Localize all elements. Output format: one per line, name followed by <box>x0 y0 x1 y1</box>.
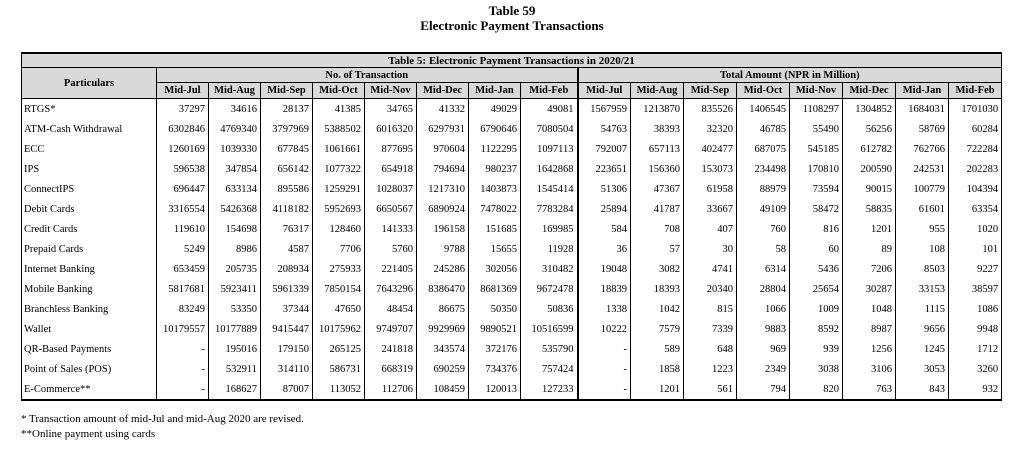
transaction-count-cell: 6890924 <box>417 199 469 219</box>
transaction-count-cell: 9929969 <box>417 319 469 339</box>
transaction-count-cell: 6297931 <box>417 119 469 139</box>
transaction-count-cell: 196158 <box>417 219 469 239</box>
amount-cell: 60 <box>790 239 843 259</box>
transaction-count-cell: 49081 <box>521 99 578 120</box>
amount-cell: 648 <box>684 339 737 359</box>
table-row <box>22 339 1002 359</box>
amount-cell: 1213870 <box>631 99 684 120</box>
transaction-count-cell: 5923411 <box>209 279 261 299</box>
amount-cell: 820 <box>790 379 843 400</box>
amount-cell: 104394 <box>949 179 1002 199</box>
amount-cell: 932 <box>949 379 1002 400</box>
transaction-count-cell: 4118182 <box>261 199 313 219</box>
transaction-count-cell: 10516599 <box>521 319 578 339</box>
transaction-count-cell: 877695 <box>365 139 417 159</box>
transaction-count-cell: 633134 <box>209 179 261 199</box>
amount-cell: 1066 <box>737 299 790 319</box>
transaction-count-cell: 7643296 <box>365 279 417 299</box>
amount-cell: 3053 <box>896 359 949 379</box>
transaction-count-cell: 532911 <box>209 359 261 379</box>
transaction-count-cell: 49029 <box>469 99 521 120</box>
transaction-count-cell: 112706 <box>365 379 417 400</box>
transaction-count-cell: 208934 <box>261 259 313 279</box>
tx-month-header: Mid-Sep <box>261 83 313 99</box>
transaction-count-cell: 596538 <box>157 159 209 179</box>
amount-cell: 25654 <box>790 279 843 299</box>
row-label: E-Commerce** <box>22 379 157 400</box>
transaction-count-cell: 10175962 <box>313 319 365 339</box>
amount-cell: 402477 <box>684 139 737 159</box>
row-label: IPS <box>22 159 157 179</box>
amount-cell: 41787 <box>631 199 684 219</box>
amount-cell: 584 <box>578 219 631 239</box>
amount-cell: 762766 <box>896 139 949 159</box>
amount-cell: 1201 <box>843 219 896 239</box>
transaction-count-cell: 1122295 <box>469 139 521 159</box>
amount-cell: 835526 <box>684 99 737 120</box>
amount-cell: 687075 <box>737 139 790 159</box>
transaction-count-cell: 1077322 <box>313 159 365 179</box>
transaction-count-cell: 1642868 <box>521 159 578 179</box>
amount-cell: 100779 <box>896 179 949 199</box>
transaction-count-cell: 9890521 <box>469 319 521 339</box>
transaction-count-cell: 7850154 <box>313 279 365 299</box>
amount-cell: 49109 <box>737 199 790 219</box>
transaction-count-cell: 314110 <box>261 359 313 379</box>
tx-month-header: Mid-Feb <box>521 83 578 99</box>
amount-cell: 722284 <box>949 139 1002 159</box>
amount-cell: 38393 <box>631 119 684 139</box>
amount-cell: - <box>578 359 631 379</box>
transaction-count-cell: 347854 <box>209 159 261 179</box>
transaction-count-cell: 4587 <box>261 239 313 259</box>
amount-cell: 8592 <box>790 319 843 339</box>
amount-cell: 234498 <box>737 159 790 179</box>
table-row <box>22 359 1002 379</box>
transaction-count-cell: 241818 <box>365 339 417 359</box>
transactions-group-header: No. of Transaction <box>157 68 578 83</box>
amount-cell: 1858 <box>631 359 684 379</box>
transaction-count-cell: - <box>157 359 209 379</box>
transaction-count-cell: 168627 <box>209 379 261 400</box>
transaction-count-cell: 5249 <box>157 239 209 259</box>
amount-cell: 1256 <box>843 339 896 359</box>
transaction-count-cell: 586731 <box>313 359 365 379</box>
amount-cell: 4741 <box>684 259 737 279</box>
transaction-count-cell: 7783284 <box>521 199 578 219</box>
tx-month-header: Mid-Jul <box>157 83 209 99</box>
transaction-count-cell: 343574 <box>417 339 469 359</box>
table-title-block <box>0 3 1024 33</box>
transaction-count-cell: 8681369 <box>469 279 521 299</box>
table-row <box>22 119 1002 139</box>
amount-cell: 7339 <box>684 319 737 339</box>
transaction-count-cell: 47650 <box>313 299 365 319</box>
amt-month-header: Mid-Oct <box>737 83 790 99</box>
amount-cell: 612782 <box>843 139 896 159</box>
transaction-count-cell: 48454 <box>365 299 417 319</box>
transaction-count-cell: 28137 <box>261 99 313 120</box>
transaction-count-cell: 8386470 <box>417 279 469 299</box>
transaction-count-cell: 3316554 <box>157 199 209 219</box>
transaction-count-cell: 5961339 <box>261 279 313 299</box>
transaction-count-cell: 734376 <box>469 359 521 379</box>
table-body <box>22 99 1002 401</box>
amount-cell: 101 <box>949 239 1002 259</box>
amount-cell: 9656 <box>896 319 949 339</box>
amount-cell: 242531 <box>896 159 949 179</box>
amount-cell: 5436 <box>790 259 843 279</box>
amount-cell: 1684031 <box>896 99 949 120</box>
transaction-count-cell: 86675 <box>417 299 469 319</box>
amount-cell: 1115 <box>896 299 949 319</box>
transaction-count-cell: 11928 <box>521 239 578 259</box>
row-label: ECC <box>22 139 157 159</box>
amount-cell: - <box>578 379 631 400</box>
tx-month-header: Mid-Nov <box>365 83 417 99</box>
transaction-count-cell: 4769340 <box>209 119 261 139</box>
amount-cell: 57 <box>631 239 684 259</box>
transaction-count-cell: 83249 <box>157 299 209 319</box>
transaction-count-cell: 653459 <box>157 259 209 279</box>
transaction-count-cell: 535790 <box>521 339 578 359</box>
transaction-count-cell: 3797969 <box>261 119 313 139</box>
transaction-count-cell: 690259 <box>417 359 469 379</box>
row-label: Internet Banking <box>22 259 157 279</box>
transaction-count-cell: 1217310 <box>417 179 469 199</box>
transaction-count-cell: 128460 <box>313 219 365 239</box>
transaction-count-cell: 654918 <box>365 159 417 179</box>
transaction-count-cell: 37344 <box>261 299 313 319</box>
amount-cell: 36 <box>578 239 631 259</box>
tx-month-header: Mid-Dec <box>417 83 469 99</box>
transaction-count-cell: 668319 <box>365 359 417 379</box>
transaction-count-cell: 127233 <box>521 379 578 400</box>
table-row <box>22 379 1002 400</box>
row-label: Wallet <box>22 319 157 339</box>
transaction-count-cell: 1259291 <box>313 179 365 199</box>
payments-table <box>21 52 1002 401</box>
transaction-count-cell: 794694 <box>417 159 469 179</box>
transaction-count-cell: 9788 <box>417 239 469 259</box>
transaction-count-cell: 980237 <box>469 159 521 179</box>
amount-cell: 20340 <box>684 279 737 299</box>
amt-month-header: Mid-Sep <box>684 83 737 99</box>
table-row <box>22 199 1002 219</box>
transaction-count-cell: 1061661 <box>313 139 365 159</box>
transaction-count-cell: 205735 <box>209 259 261 279</box>
amount-cell: 46785 <box>737 119 790 139</box>
transaction-count-cell: - <box>157 379 209 400</box>
amount-cell: 54763 <box>578 119 631 139</box>
amount-cell: 61958 <box>684 179 737 199</box>
amount-cell: 1223 <box>684 359 737 379</box>
transaction-count-cell: 154698 <box>209 219 261 239</box>
transaction-count-cell: 6790646 <box>469 119 521 139</box>
amount-cell: 58769 <box>896 119 949 139</box>
amount-cell: 28804 <box>737 279 790 299</box>
transaction-count-cell: 120013 <box>469 379 521 400</box>
amount-cell: 58472 <box>790 199 843 219</box>
tx-month-header: Mid-Aug <box>209 83 261 99</box>
amount-cell: 760 <box>737 219 790 239</box>
transaction-count-cell: 8986 <box>209 239 261 259</box>
transaction-count-cell: 1039330 <box>209 139 261 159</box>
table-row <box>22 219 1002 239</box>
amount-cell: 1406545 <box>737 99 790 120</box>
amount-cell: 32320 <box>684 119 737 139</box>
amount-cell: 815 <box>684 299 737 319</box>
table-row <box>22 299 1002 319</box>
transaction-count-cell: - <box>157 339 209 359</box>
transaction-count-cell: 1545414 <box>521 179 578 199</box>
transaction-count-cell: 41332 <box>417 99 469 120</box>
transaction-count-cell: 7706 <box>313 239 365 259</box>
amount-cell: 843 <box>896 379 949 400</box>
transaction-count-cell: 34616 <box>209 99 261 120</box>
amount-cell: 1701030 <box>949 99 1002 120</box>
amount-cell: 939 <box>790 339 843 359</box>
amount-cell: 1108297 <box>790 99 843 120</box>
amount-cell: 816 <box>790 219 843 239</box>
amount-cell: 58 <box>737 239 790 259</box>
amount-cell: 7206 <box>843 259 896 279</box>
particulars-header: Particulars <box>22 68 157 99</box>
transaction-count-cell: 50350 <box>469 299 521 319</box>
tx-month-header: Mid-Jan <box>469 83 521 99</box>
transaction-count-cell: 9415447 <box>261 319 313 339</box>
amt-month-header: Mid-Feb <box>949 83 1002 99</box>
transaction-count-cell: 310482 <box>521 259 578 279</box>
amount-cell: 30 <box>684 239 737 259</box>
amt-month-header: Mid-Dec <box>843 83 896 99</box>
amount-cell: 9227 <box>949 259 1002 279</box>
amt-month-header: Mid-Jul <box>578 83 631 99</box>
transaction-count-cell: 5952693 <box>313 199 365 219</box>
transaction-count-cell: 41385 <box>313 99 365 120</box>
transaction-count-cell: 6016320 <box>365 119 417 139</box>
row-label: Mobile Banking <box>22 279 157 299</box>
transaction-count-cell: 9672478 <box>521 279 578 299</box>
amount-cell: 33153 <box>896 279 949 299</box>
amount-cell: 51306 <box>578 179 631 199</box>
row-label: Point of Sales (POS) <box>22 359 157 379</box>
amount-cell: 47367 <box>631 179 684 199</box>
amount-cell: 657113 <box>631 139 684 159</box>
amount-cell: 1245 <box>896 339 949 359</box>
amount-cell: 19048 <box>578 259 631 279</box>
amount-cell: 1086 <box>949 299 1002 319</box>
amount-cell: 794 <box>737 379 790 400</box>
amount-cell: 89 <box>843 239 896 259</box>
transaction-count-cell: 5388502 <box>313 119 365 139</box>
amount-cell: 1009 <box>790 299 843 319</box>
table-row <box>22 99 1002 120</box>
transaction-count-cell: 302056 <box>469 259 521 279</box>
table-row <box>22 259 1002 279</box>
transaction-count-cell: 179150 <box>261 339 313 359</box>
row-label: RTGS* <box>22 99 157 120</box>
table-title: Electronic Payment Transactions <box>420 18 604 33</box>
row-label: QR-Based Payments <box>22 339 157 359</box>
transaction-count-cell: 677845 <box>261 139 313 159</box>
footnote-online: **Online payment using cards <box>21 428 156 440</box>
amount-cell: 7579 <box>631 319 684 339</box>
transaction-count-cell: 275933 <box>313 259 365 279</box>
transaction-count-cell: 1403873 <box>469 179 521 199</box>
amount-cell: 60284 <box>949 119 1002 139</box>
table-caption: Table 5: Electronic Payment Transactions in 2020/21 <box>22 53 1002 68</box>
amount-cell: 9948 <box>949 319 1002 339</box>
amount-cell: 3038 <box>790 359 843 379</box>
amt-month-header: Mid-Jan <box>896 83 949 99</box>
amount-cell: 3106 <box>843 359 896 379</box>
transaction-count-cell: 108459 <box>417 379 469 400</box>
amount-cell: 8503 <box>896 259 949 279</box>
row-label: Prepaid Cards <box>22 239 157 259</box>
transaction-count-cell: 9749707 <box>365 319 417 339</box>
transaction-count-cell: 15655 <box>469 239 521 259</box>
amount-cell: 153073 <box>684 159 737 179</box>
amount-cell: 1304852 <box>843 99 896 120</box>
amount-cell: 33667 <box>684 199 737 219</box>
transaction-count-cell: 76317 <box>261 219 313 239</box>
amount-cell: 55490 <box>790 119 843 139</box>
amount-cell: 1042 <box>631 299 684 319</box>
transaction-count-cell: 656142 <box>261 159 313 179</box>
transaction-count-cell: 37297 <box>157 99 209 120</box>
amount-cell: - <box>578 339 631 359</box>
row-label: ConnectIPS <box>22 179 157 199</box>
transaction-count-cell: 757424 <box>521 359 578 379</box>
row-label: Branchless Banking <box>22 299 157 319</box>
transaction-count-cell: 7478022 <box>469 199 521 219</box>
transaction-count-cell: 265125 <box>313 339 365 359</box>
amount-cell: 792007 <box>578 139 631 159</box>
table-number: Table 59 <box>488 3 536 18</box>
amount-cell: 170810 <box>790 159 843 179</box>
amount-cell: 545185 <box>790 139 843 159</box>
transaction-count-cell: 195016 <box>209 339 261 359</box>
amount-group-header: Total Amount (NPR in Million) <box>578 68 1002 83</box>
amount-cell: 88979 <box>737 179 790 199</box>
amt-month-header: Mid-Nov <box>790 83 843 99</box>
transaction-count-cell: 970604 <box>417 139 469 159</box>
amount-cell: 90015 <box>843 179 896 199</box>
transaction-count-cell: 895586 <box>261 179 313 199</box>
amount-cell: 9883 <box>737 319 790 339</box>
amount-cell: 708 <box>631 219 684 239</box>
amount-cell: 1201 <box>631 379 684 400</box>
transaction-count-cell: 34765 <box>365 99 417 120</box>
amount-cell: 200590 <box>843 159 896 179</box>
transaction-count-cell: 169985 <box>521 219 578 239</box>
amount-cell: 1712 <box>949 339 1002 359</box>
transaction-count-cell: 245286 <box>417 259 469 279</box>
amount-cell: 1020 <box>949 219 1002 239</box>
transaction-count-cell: 50836 <box>521 299 578 319</box>
amount-cell: 8987 <box>843 319 896 339</box>
transaction-count-cell: 5426368 <box>209 199 261 219</box>
amount-cell: 1567959 <box>578 99 631 120</box>
transaction-count-cell: 1097113 <box>521 139 578 159</box>
amount-cell: 969 <box>737 339 790 359</box>
transaction-count-cell: 6650567 <box>365 199 417 219</box>
transaction-count-cell: 1028037 <box>365 179 417 199</box>
amount-cell: 589 <box>631 339 684 359</box>
row-label: Debit Cards <box>22 199 157 219</box>
table-row <box>22 319 1002 339</box>
footnotes <box>21 412 304 442</box>
transaction-count-cell: 141333 <box>365 219 417 239</box>
amount-cell: 223651 <box>578 159 631 179</box>
amount-cell: 1048 <box>843 299 896 319</box>
table-row <box>22 159 1002 179</box>
transaction-count-cell: 5760 <box>365 239 417 259</box>
amount-cell: 6314 <box>737 259 790 279</box>
amount-cell: 58835 <box>843 199 896 219</box>
amount-cell: 30287 <box>843 279 896 299</box>
tx-month-header: Mid-Oct <box>313 83 365 99</box>
transaction-count-cell: 7080504 <box>521 119 578 139</box>
row-label: ATM-Cash Withdrawal <box>22 119 157 139</box>
transaction-count-cell: 696447 <box>157 179 209 199</box>
table-row <box>22 239 1002 259</box>
amount-cell: 108 <box>896 239 949 259</box>
transaction-count-cell: 10179557 <box>157 319 209 339</box>
table-row <box>22 139 1002 159</box>
amount-cell: 56256 <box>843 119 896 139</box>
amount-cell: 202283 <box>949 159 1002 179</box>
amount-cell: 38597 <box>949 279 1002 299</box>
row-label: Credit Cards <box>22 219 157 239</box>
table-row <box>22 279 1002 299</box>
transaction-count-cell: 6302846 <box>157 119 209 139</box>
amount-cell: 61601 <box>896 199 949 219</box>
table-row <box>22 179 1002 199</box>
transaction-count-cell: 87007 <box>261 379 313 400</box>
amount-cell: 18393 <box>631 279 684 299</box>
amount-cell: 10222 <box>578 319 631 339</box>
amount-cell: 18839 <box>578 279 631 299</box>
amount-cell: 156360 <box>631 159 684 179</box>
transaction-count-cell: 119610 <box>157 219 209 239</box>
amount-cell: 3260 <box>949 359 1002 379</box>
transaction-count-cell: 372176 <box>469 339 521 359</box>
transaction-count-cell: 5817681 <box>157 279 209 299</box>
transaction-count-cell: 10177889 <box>209 319 261 339</box>
amount-cell: 63354 <box>949 199 1002 219</box>
amount-cell: 561 <box>684 379 737 400</box>
amount-cell: 407 <box>684 219 737 239</box>
amount-cell: 25894 <box>578 199 631 219</box>
month-header-row <box>22 83 1002 99</box>
amount-cell: 73594 <box>790 179 843 199</box>
amount-cell: 1338 <box>578 299 631 319</box>
transaction-count-cell: 113052 <box>313 379 365 400</box>
transaction-count-cell: 151685 <box>469 219 521 239</box>
transaction-count-cell: 1260169 <box>157 139 209 159</box>
amount-cell: 763 <box>843 379 896 400</box>
amt-month-header: Mid-Aug <box>631 83 684 99</box>
transaction-count-cell: 221405 <box>365 259 417 279</box>
footnote-revised: * Transaction amount of mid-Jul and mid-Aug 2020 are revised. <box>21 413 304 425</box>
amount-cell: 2349 <box>737 359 790 379</box>
amount-cell: 955 <box>896 219 949 239</box>
transaction-count-cell: 53350 <box>209 299 261 319</box>
amount-cell: 3082 <box>631 259 684 279</box>
